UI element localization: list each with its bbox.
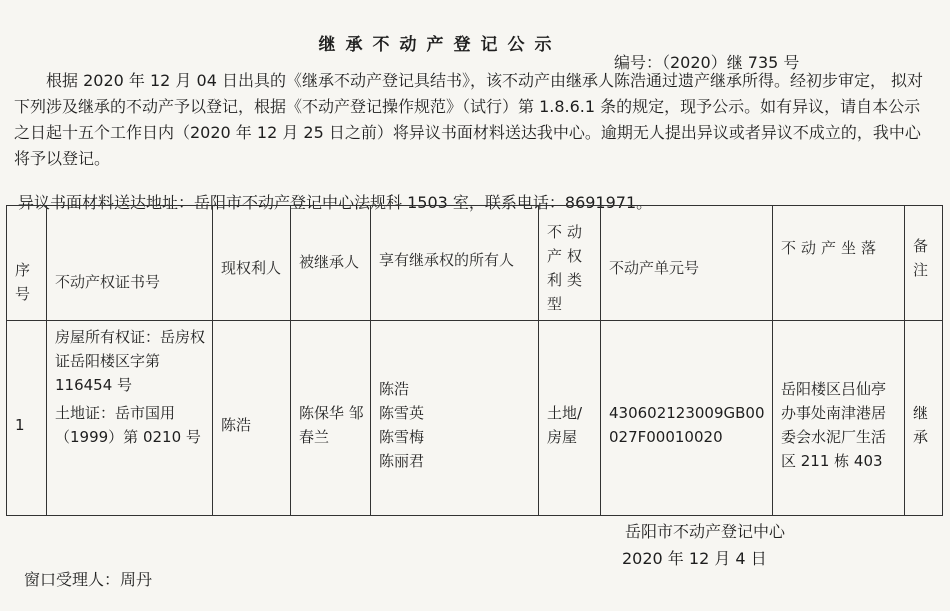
header-cert-no: 不动产权证书号 [47,206,213,321]
objection-address: 异议书面材料送达地址：岳阳市不动产登记中心法规科 1503 室，联系电话：8691971。 [18,193,653,212]
document-number: 编号：（2020）继 735 号 [614,53,800,72]
heir-name: 陈丽君 [379,452,425,470]
row-current-owner: 陈浩 [213,321,291,516]
table-row [7,321,943,516]
row-index: 1 [7,321,47,516]
table-header-row [7,206,943,321]
heir-name: 陈浩 [379,380,410,398]
row-cert-no [47,321,213,516]
row-location: 岳阳楼区吕仙亭办事处南津港居委会水泥厂生活区 211 栋 403 [773,321,905,516]
header-unit-no: 不动产单元号 [601,206,773,321]
cert-land: 土地证：岳市国用（1999）第 0210 号 [55,404,201,446]
header-remark: 备注 [905,206,943,321]
row-remark: 继承 [905,321,943,516]
heir-name: 陈雪梅 [379,428,425,446]
header-location: 不动产坐落 [773,206,905,321]
header-decedent: 被继承人 [291,206,371,321]
heir-name: 陈雪英 [379,404,425,422]
cert-house: 房屋所有权证：岳房权证岳阳楼区字第 116454 号 [55,328,206,394]
row-decedents: 陈保华 邹春兰 [291,321,371,516]
header-heirs: 享有继承权的所有人 [371,206,539,321]
header-right-type: 不动产权利类型 [539,206,601,321]
row-unit-no: 430602123009GB00027F00010020 [601,321,773,516]
issue-date: 2020 年 12 月 4 日 [622,549,767,568]
notice-body: 根据 2020 年 12 月 04 日出具的《继承不动产登记具结书》，该不动产由继承人陈浩通过遗产继承所得。经初步审定， 拟对下列涉及继承的不动产予以登记，根据《不动产登记操作规范》（试行）第 1.8.6.1 条的规定，现予公示。如有异议，请自本公示之日起十五个工作日内（2020 年 12 月 25 日之前）将异议书面材料送达我中心。逾期无人提出异议或者异议不成立的，我中心将予以登记。 [14,71,924,168]
header-index: 序号 [7,206,47,321]
header-current-owner: 现权利人 [213,206,291,321]
window-clerk: 窗口受理人：周丹 [24,570,153,589]
document-title: 继承不动产登记公示 [318,35,562,55]
issuing-organization: 岳阳市不动产登记中心 [625,522,786,541]
registration-table [6,205,943,516]
row-right-type: 土地/房屋 [539,321,601,516]
row-heirs [371,321,539,516]
